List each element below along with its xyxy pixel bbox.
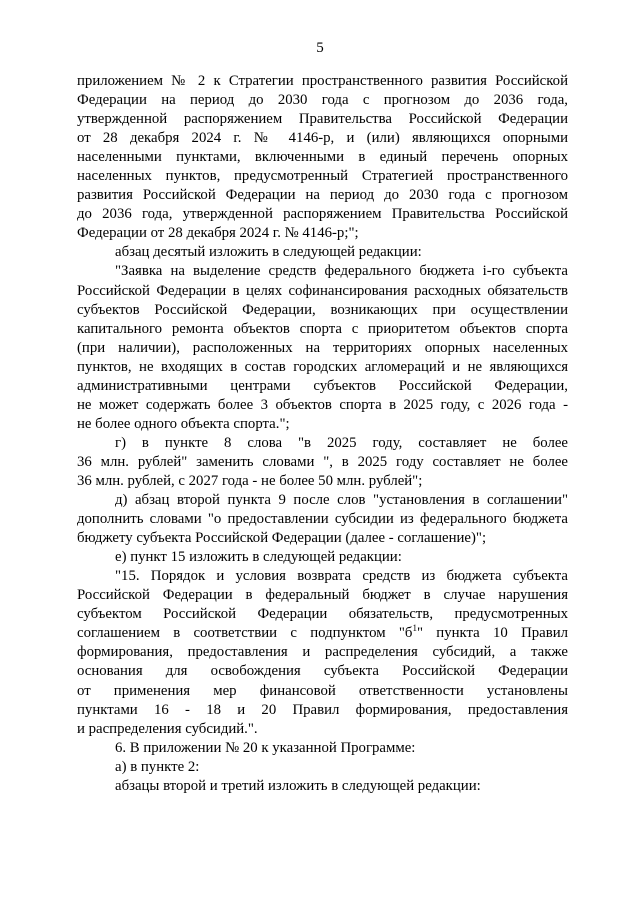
text-line: абзацы второй и третий изложить в следующей редакции:	[115, 777, 481, 794]
text-line: от 28 декабря 2024 г. № 4146-р, и (или) являющихся опорными	[77, 130, 568, 147]
text-line: 36 млн. рублей" заменить словами ", в 2025 году составляет не более	[77, 453, 568, 470]
text-line: абзац десятый изложить в следующей редакции:	[115, 244, 422, 261]
text-line: субъектов Российской Федерации, возникающих при осуществлении	[77, 301, 568, 318]
paragraph	[77, 434, 568, 491]
text-line: Российской Федерации в целях софинансирования расходных обязательств	[77, 282, 568, 299]
text-line: Федерации от 28 декабря 2024 г. № 4146-р;";	[77, 225, 359, 242]
text-segment: соглашением в соответствии с подпунктом "б	[77, 625, 413, 642]
text-line: утвержденной распоряжением Правительства Российской Федерации	[77, 111, 568, 128]
paragraph	[77, 758, 568, 777]
text-line: формирования, предоставления и распределения субсидий, а также	[77, 644, 568, 661]
text-line: не более одного объекта спорта.";	[77, 415, 290, 432]
paragraph	[77, 567, 568, 738]
text-line: населенных пунктов, предусмотренный Стратегией пространственного	[77, 168, 568, 185]
text-line: дополнить словами "о предоставлении субсидии из федерального бюджета	[77, 511, 568, 528]
text-line: бюджету субъекта Российской Федерации (далее - соглашение)";	[77, 530, 487, 547]
paragraph	[77, 739, 568, 758]
paragraph	[77, 548, 568, 567]
text-line: субъектом Российской Федерации обязательств, предусмотренных	[77, 606, 568, 623]
text-line	[77, 624, 568, 643]
text-line: д) абзац второй пункта 9 после слов "установления в соглашении"	[115, 492, 568, 509]
paragraph	[77, 243, 568, 262]
text-line: основания для освобождения субъекта Российской Федерации	[77, 663, 568, 680]
text-line: "Заявка на выделение средств федерального бюджета i-го субъекта	[115, 263, 568, 280]
text-line: а) в пункте 2:	[115, 758, 200, 775]
text-line: 36 млн. рублей, с 2027 года - не более 50 млн. рублей";	[77, 472, 423, 489]
text-line: населенными пунктами, включенными в единый перечень опорных	[77, 149, 568, 166]
text-line: 6. В приложении № 20 к указанной Программе:	[115, 739, 416, 756]
text-line: Федерации на период до 2030 года с прогнозом до 2036 года,	[77, 92, 568, 109]
text-line: приложением № 2 к Стратегии пространственного развития Российской	[77, 73, 568, 89]
text-line: пунктов, не входящих в состав городских агломераций и не являющихся	[77, 358, 568, 375]
text-line: развития Российской Федерации на период до 2030 года с прогнозом	[77, 187, 568, 204]
text-segment: " пункта 10 Правил	[416, 625, 569, 642]
superscript: 1	[412, 623, 417, 634]
page-number: 5	[316, 40, 324, 56]
text-line: капитального ремонта объектов спорта с приоритетом объектов спорта	[77, 320, 568, 337]
text-line: Российской Федерации в федеральный бюджет в случае нарушения	[77, 587, 568, 604]
text-line: административными центрами субъектов Российской Федерации,	[77, 377, 568, 394]
text-line: "15. Порядок и условия возврата средств из бюджета субъекта	[115, 568, 568, 585]
text-line: от применения мер финансовой ответственности установлены	[77, 682, 568, 699]
text-line: и распределения субсидий.".	[77, 720, 258, 737]
text-line: е) пункт 15 изложить в следующей редакции:	[115, 549, 402, 566]
paragraph	[77, 262, 568, 433]
text-line: (при наличии), расположенных на территориях опорных населенных	[77, 339, 568, 356]
text-line: не может содержать более 3 объектов спорта в 2025 году, с 2026 года -	[77, 396, 568, 413]
text-line: г) в пункте 8 слова "в 2025 году, составляет не более	[115, 434, 568, 451]
document-body	[77, 72, 568, 796]
text-line: до 2036 года, утвержденной распоряжением Правительства Российской	[77, 206, 568, 223]
text-line: пунктами 16 - 18 и 20 Правил формирования, предоставления	[77, 701, 568, 718]
paragraph	[77, 777, 568, 796]
paragraph	[77, 72, 568, 243]
paragraph	[77, 491, 568, 548]
